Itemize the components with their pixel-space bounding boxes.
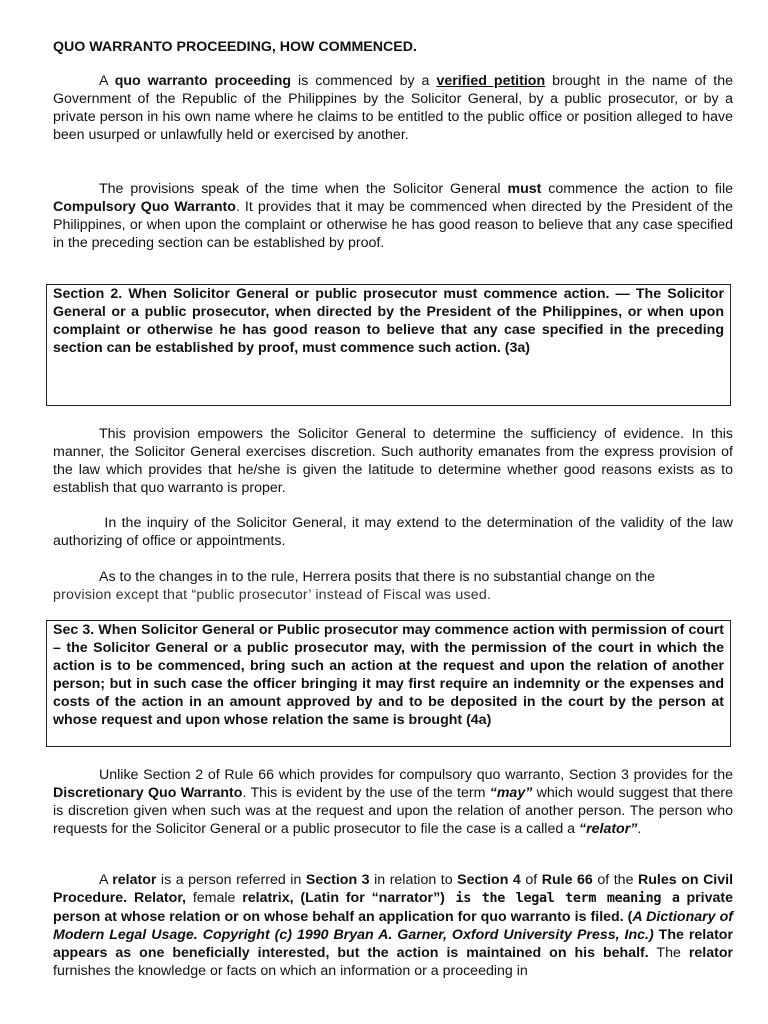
paragraph-changes: As to the changes in to the rule, Herrera posits that there is no substantial change on the provision except that “public prosecutor’ instead of Fiscal was used. [53, 569, 656, 603]
paragraph-inquiry: In the inquiry of the Solicitor General, it may extend to the determination of the validity of the law authorizing of office or appointments. [53, 515, 733, 549]
section-3-text: Sec 3. When Solicitor General or Public prosecutor may commence action with permission of court – the Solicitor General or a public prosecutor may, with the permission of the court in which the action is to be commenced, bring such an action at the request and upon the relation of another person; but in such case the officer bringing it may first require an indemnity or the expenses and costs of the action in an amount approved by and to be deposited in the court by the person at whose request and upon whose relation the same is brought (4a) [53, 622, 724, 728]
document-heading: QUO WARRANTO PROCEEDING, HOW COMMENCED. [53, 39, 417, 55]
section-2-box [46, 284, 731, 406]
paragraph-intro: A quo warranto proceeding is commenced by a verified petition brought in the name of the Government of the Republic of the Philippines by the Solicitor General, by a public prosecutor, or by a private person in his own name where he claims to be entitled to the public office or position alleged to have been usurped or unlawfully held or exercised by another. [53, 73, 734, 143]
paragraph-empowers: This provision empowers the Solicitor General to determine the sufficiency of evidence. In this manner, the Solicitor General exercises discretion. Such authority emanates from the express provision of the law which provides that he/she is given the latitude to determine whether good reasons exists as to establish that quo warranto is proper. [53, 426, 733, 496]
section-3-box [46, 620, 731, 747]
paragraph-relator: A relator is a person referred in Section 3 in relation to Section 4 of Rule 66 of the Rules on Civil Procedure. Relator, female relatrix, (Latin for “narrator”) is the legal term meaning a private person at whose relation or on whose behalf an application for quo warranto is filed. (A Dictionary of Modern Legal Usage. Copyright (c) 1990 Bryan A. Garner, Oxford University Press, Inc.) The relator appears as one beneficially interested, but the action is maintained on his behalf. The relator furnishes the knowledge or facts on which an information or a proceeding in [53, 872, 734, 979]
section-2-text: Section 2. When Solicitor General or public prosecutor must commence action. — The Solicitor General or a public prosecutor, when directed by the President of the Philippines, or when upon complaint or otherwise he has good reason to believe that any case specified in the preceding section can be established by proof, must commence such action. (3a) [53, 286, 724, 356]
paragraph-compulsory: The provisions speak of the time when the Solicitor General must commence the action to file Compulsory Quo Warranto. It provides that it may be commenced when directed by the President of the Philippines, or when upon the complaint or otherwise he has good reason to believe that any case specified in the preceding section can be established by proof. [53, 181, 734, 251]
paragraph-discretionary: Unlike Section 2 of Rule 66 which provides for compulsory quo warranto, Section 3 provides for the Discretionary Quo Warranto. This is evident by the use of the term “may” which would suggest that there is discretion given when such was at the request and upon the relation of another person. The person who requests for the Solicitor General or a public prosecutor to file the case is a called a “relator”. [53, 767, 733, 837]
